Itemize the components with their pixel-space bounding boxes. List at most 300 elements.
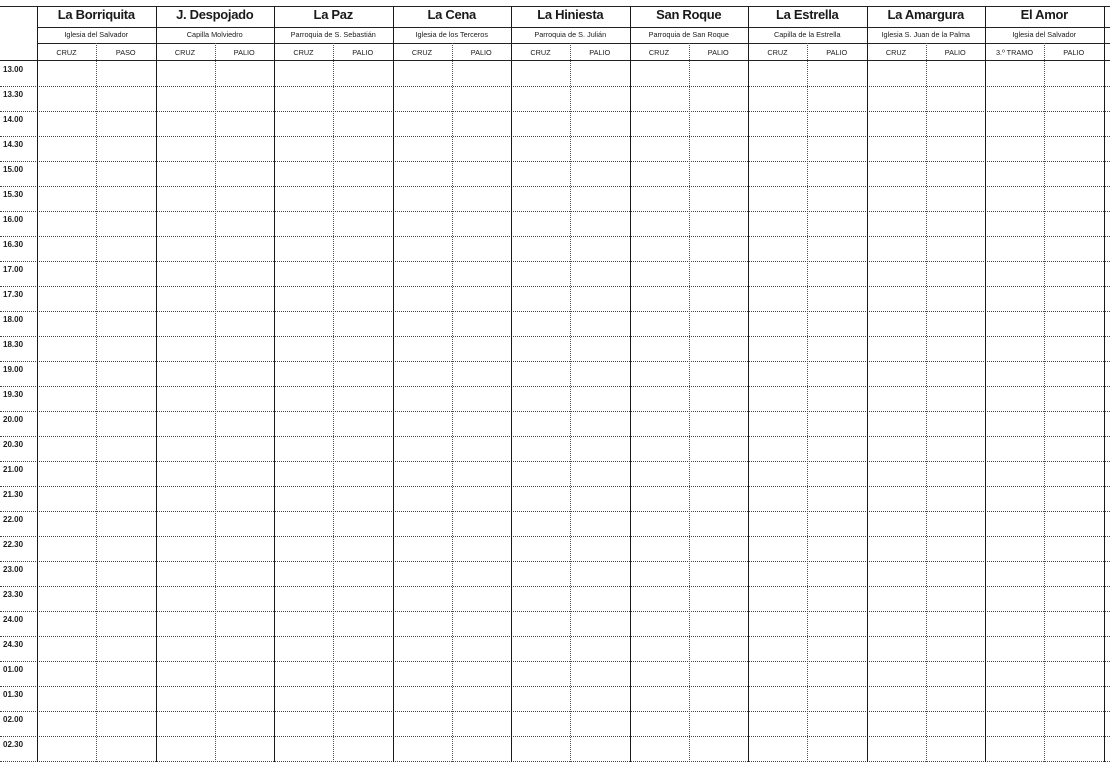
route-cell	[100, 390, 153, 412]
route-cell	[219, 515, 272, 537]
route-cell	[1048, 590, 1101, 612]
subcolumn-divider	[570, 43, 571, 762]
route-cell	[219, 215, 272, 237]
route-cell	[811, 740, 864, 762]
route-cell	[989, 490, 1042, 512]
subcolumn-header: PALIO	[589, 48, 611, 57]
route-cell	[278, 465, 331, 487]
route-cell	[456, 265, 509, 287]
route-cell	[337, 615, 390, 637]
route-cell	[515, 615, 568, 637]
route-cell	[989, 590, 1042, 612]
time-label: 02.00	[3, 715, 24, 724]
route-cell	[278, 565, 331, 587]
route-cell	[634, 415, 687, 437]
column-border	[156, 6, 157, 762]
route-cell	[515, 515, 568, 537]
route-cell	[634, 290, 687, 312]
route-cell	[811, 715, 864, 737]
column-border	[867, 6, 868, 762]
route-cell	[337, 415, 390, 437]
brotherhood-name: La Hiniesta	[537, 7, 604, 22]
route-cell	[752, 490, 805, 512]
subcolumn-header: 3.º TRAMO	[996, 48, 1033, 57]
column-border	[393, 6, 394, 762]
route-cell	[871, 690, 924, 712]
route-cell	[752, 265, 805, 287]
route-cell	[456, 465, 509, 487]
route-cell	[634, 490, 687, 512]
column-border	[1104, 6, 1105, 762]
route-cell	[871, 665, 924, 687]
route-cell	[930, 490, 983, 512]
route-cell	[456, 515, 509, 537]
subcolumn-header: CRUZ	[767, 48, 788, 57]
time-label: 23.00	[3, 565, 24, 574]
brotherhood-name: La Cena	[427, 7, 476, 22]
subcolumn-divider	[96, 43, 97, 762]
route-cell	[574, 465, 627, 487]
route-cell	[515, 690, 568, 712]
route-cell	[160, 390, 213, 412]
route-cell	[1048, 615, 1101, 637]
route-cell	[337, 665, 390, 687]
route-cell	[634, 590, 687, 612]
time-label: 20.30	[3, 440, 24, 449]
route-cell	[219, 340, 272, 362]
route-cell	[574, 715, 627, 737]
time-label: 02.30	[3, 740, 24, 749]
subcolumn-header: CRUZ	[174, 48, 196, 57]
route-cell	[100, 265, 153, 287]
route-cell	[337, 140, 390, 162]
route-cell	[41, 315, 94, 337]
route-cell	[871, 590, 924, 612]
route-cell	[574, 440, 627, 462]
subcolumn-header: PALIO	[826, 48, 848, 57]
route-cell	[278, 90, 331, 112]
route-cell	[100, 315, 153, 337]
route-cell	[811, 340, 864, 362]
route-cell	[337, 115, 390, 137]
route-cell	[337, 290, 390, 312]
route-cell	[811, 540, 864, 562]
time-label: 22.00	[3, 515, 24, 524]
route-cell	[634, 365, 687, 387]
route-cell	[871, 540, 924, 562]
route-cell	[1048, 540, 1101, 562]
route-cell	[278, 215, 331, 237]
route-cell	[337, 340, 390, 362]
church-name: Parroquia de S. Sebastián	[290, 30, 376, 39]
subcolumn-header: PALIO	[944, 48, 966, 57]
route-cell	[337, 540, 390, 562]
route-cell	[693, 515, 746, 537]
route-cell	[456, 290, 509, 312]
route-cell	[219, 315, 272, 337]
route-cell	[634, 390, 687, 412]
church-name: Parroquia de S. Julián	[534, 30, 607, 39]
route-cell	[871, 440, 924, 462]
subcolumn-divider	[333, 43, 334, 762]
route-cell	[456, 490, 509, 512]
route-cell	[574, 390, 627, 412]
route-cell	[930, 540, 983, 562]
time-label: 13.30	[3, 90, 24, 99]
route-cell	[397, 265, 450, 287]
route-cell	[278, 340, 331, 362]
time-label: 17.30	[3, 290, 24, 299]
route-cell	[574, 590, 627, 612]
route-cell	[693, 490, 746, 512]
column-border	[985, 6, 986, 762]
time-label: 19.30	[3, 390, 24, 399]
route-cell	[515, 440, 568, 462]
route-cell	[634, 565, 687, 587]
route-cell	[337, 165, 390, 187]
brotherhood-name: La Borriquita	[57, 7, 135, 22]
route-cell	[397, 465, 450, 487]
route-cell	[930, 690, 983, 712]
route-cell	[337, 315, 390, 337]
route-cell	[456, 415, 509, 437]
route-cell	[515, 490, 568, 512]
brotherhood-name: El Amor	[1020, 7, 1068, 22]
time-label: 24.30	[3, 640, 24, 649]
route-cell	[930, 715, 983, 737]
route-cell	[219, 540, 272, 562]
route-cell	[930, 440, 983, 462]
route-cell	[752, 415, 805, 437]
route-cell	[337, 640, 390, 662]
route-cell	[41, 240, 94, 262]
time-label: 17.00	[3, 265, 24, 274]
route-cell	[278, 165, 331, 187]
route-cell	[930, 590, 983, 612]
route-cell	[574, 265, 627, 287]
route-cell	[693, 465, 746, 487]
route-cell	[515, 265, 568, 287]
subcolumn-header: CRUZ	[530, 48, 551, 57]
route-cell	[397, 540, 450, 562]
route-cell	[515, 340, 568, 362]
route-cell	[278, 615, 331, 637]
subcolumn-header: PALIO	[1063, 48, 1085, 57]
route-cell	[871, 390, 924, 412]
route-cell	[1048, 640, 1101, 662]
route-cell	[278, 440, 331, 462]
column-border	[748, 6, 749, 762]
route-cell	[160, 490, 213, 512]
route-cell	[515, 540, 568, 562]
route-cell	[160, 415, 213, 437]
route-cell	[278, 290, 331, 312]
route-cell	[278, 365, 331, 387]
route-cell	[219, 190, 272, 212]
time-label: 22.30	[3, 540, 24, 549]
route-cell	[693, 640, 746, 662]
time-label: 20.00	[3, 415, 24, 424]
brotherhood-name: J. Despojado	[176, 7, 254, 22]
column-border	[630, 6, 631, 762]
subcolumn-header: CRUZ	[411, 48, 433, 57]
route-cell	[278, 265, 331, 287]
route-cell	[100, 415, 153, 437]
route-cell	[456, 365, 509, 387]
subcolumn-header: CRUZ	[648, 48, 670, 57]
brotherhood-name: La Estrella	[776, 7, 839, 22]
route-cell	[871, 640, 924, 662]
subcolumn-header: PALIO	[352, 48, 374, 57]
route-cell	[693, 440, 746, 462]
route-cell	[397, 215, 450, 237]
route-cell	[278, 315, 331, 337]
route-cell	[989, 565, 1042, 587]
church-name: Iglesia S. Juan de la Palma	[881, 30, 970, 39]
route-cell	[752, 365, 805, 387]
route-cell	[41, 215, 94, 237]
route-cell	[515, 640, 568, 662]
route-cell	[337, 390, 390, 412]
subcolumn-divider	[452, 43, 453, 762]
route-cell	[752, 540, 805, 562]
route-cell	[456, 340, 509, 362]
time-label: 19.00	[3, 365, 24, 374]
route-cell	[811, 515, 864, 537]
route-cell	[337, 590, 390, 612]
route-cell	[100, 240, 153, 262]
subcolumn-divider	[926, 43, 927, 762]
church-name: Iglesia de los Terceros	[415, 30, 488, 39]
time-label: 21.30	[3, 490, 24, 499]
route-cell	[456, 390, 509, 412]
route-cell	[278, 240, 331, 262]
route-cell	[515, 315, 568, 337]
route-cell	[515, 415, 568, 437]
route-cell	[989, 615, 1042, 637]
route-cell	[930, 515, 983, 537]
route-cell	[871, 615, 924, 637]
brotherhood-name: San Roque	[656, 7, 722, 22]
route-cell	[160, 165, 213, 187]
route-cell	[278, 390, 331, 412]
route-cell	[811, 365, 864, 387]
route-cell	[752, 590, 805, 612]
route-cell	[752, 615, 805, 637]
column-border	[274, 6, 275, 762]
time-label: 15.30	[3, 190, 24, 199]
route-cell	[752, 565, 805, 587]
route-cell	[693, 690, 746, 712]
route-cell	[752, 515, 805, 537]
church-name: Capilla Molviedro	[186, 30, 243, 39]
route-cell	[1048, 690, 1101, 712]
route-cell	[811, 415, 864, 437]
route-cell	[278, 65, 331, 87]
route-cell	[397, 565, 450, 587]
route-cell	[930, 615, 983, 637]
route-cell	[278, 515, 331, 537]
route-cell	[160, 240, 213, 262]
time-label: 15.00	[3, 165, 24, 174]
route-cell	[871, 415, 924, 437]
route-cell	[574, 215, 627, 237]
route-cell	[693, 415, 746, 437]
route-cell	[219, 415, 272, 437]
route-cell	[41, 265, 94, 287]
subcolumn-divider	[1044, 43, 1045, 762]
route-cell	[278, 190, 331, 212]
route-cell	[160, 290, 213, 312]
route-cell	[871, 490, 924, 512]
route-cell	[41, 290, 94, 312]
route-cell	[160, 515, 213, 537]
time-label: 14.00	[3, 115, 24, 124]
route-cell	[989, 465, 1042, 487]
route-cell	[337, 465, 390, 487]
route-cell	[337, 565, 390, 587]
route-cell	[41, 390, 94, 412]
route-cell	[693, 290, 746, 312]
route-cell	[397, 415, 450, 437]
route-cell	[397, 315, 450, 337]
time-label: 24.00	[3, 615, 24, 624]
route-cell	[634, 640, 687, 662]
route-cell	[278, 415, 331, 437]
route-cell	[160, 440, 213, 462]
subcolumn-header: CRUZ	[56, 48, 77, 57]
subcolumn-header: CRUZ	[885, 48, 907, 57]
route-cell	[160, 465, 213, 487]
route-cell	[337, 490, 390, 512]
route-cell	[752, 315, 805, 337]
route-cell	[752, 440, 805, 462]
route-cell	[693, 540, 746, 562]
route-cell	[989, 640, 1042, 662]
route-cell	[574, 415, 627, 437]
route-cell	[693, 365, 746, 387]
route-cell	[41, 340, 94, 362]
route-cell	[219, 440, 272, 462]
time-label: 21.00	[3, 465, 24, 474]
route-cell	[160, 365, 213, 387]
route-cell	[219, 565, 272, 587]
route-cell	[278, 590, 331, 612]
route-cell	[456, 240, 509, 262]
route-cell	[634, 615, 687, 637]
route-cell	[574, 640, 627, 662]
column-border	[37, 6, 38, 762]
subcolumn-divider	[807, 43, 808, 762]
subcolumn-divider	[215, 43, 216, 762]
route-cell	[41, 190, 94, 212]
route-cell	[574, 490, 627, 512]
route-cell	[456, 540, 509, 562]
route-cell	[811, 590, 864, 612]
route-cell	[574, 315, 627, 337]
route-cell	[634, 315, 687, 337]
route-cell	[278, 115, 331, 137]
route-cell	[397, 390, 450, 412]
route-cell	[811, 690, 864, 712]
route-cell	[1048, 490, 1101, 512]
route-cell	[693, 390, 746, 412]
subcolumn-divider	[689, 43, 690, 762]
route-cell	[930, 640, 983, 662]
route-cell	[515, 465, 568, 487]
route-cell	[160, 340, 213, 362]
route-cell	[278, 490, 331, 512]
route-cell	[397, 365, 450, 387]
route-cell	[100, 290, 153, 312]
route-cell	[219, 265, 272, 287]
route-cell	[693, 315, 746, 337]
time-label: 23.30	[3, 590, 24, 599]
time-label: 16.30	[3, 240, 24, 249]
route-cell	[515, 240, 568, 262]
route-cell	[574, 565, 627, 587]
route-cell	[811, 465, 864, 487]
route-cell	[456, 565, 509, 587]
route-cell	[41, 365, 94, 387]
route-cell	[337, 190, 390, 212]
route-cell	[278, 640, 331, 662]
route-cell	[397, 440, 450, 462]
route-cell	[574, 515, 627, 537]
route-cell	[752, 340, 805, 362]
time-label: 14.30	[3, 140, 24, 149]
route-cell	[515, 590, 568, 612]
time-label: 01.00	[3, 665, 24, 674]
route-cell	[219, 490, 272, 512]
subcolumn-header: CRUZ	[293, 48, 314, 57]
route-cell	[160, 215, 213, 237]
route-cell	[811, 665, 864, 687]
time-column	[0, 0, 36, 768]
route-cell	[574, 615, 627, 637]
route-cell	[278, 540, 331, 562]
time-label: 18.00	[3, 315, 24, 324]
route-cell	[397, 515, 450, 537]
route-cell	[219, 240, 272, 262]
route-cell	[574, 290, 627, 312]
route-cell	[752, 465, 805, 487]
route-cell	[1048, 565, 1101, 587]
route-cell	[397, 490, 450, 512]
route-cell	[574, 340, 627, 362]
route-cell	[1048, 515, 1101, 537]
route-cell	[278, 140, 331, 162]
route-cell	[397, 340, 450, 362]
route-cell	[574, 240, 627, 262]
route-cell	[337, 365, 390, 387]
route-cell	[989, 665, 1042, 687]
route-cell	[456, 440, 509, 462]
subcolumn-header: PALIO	[707, 48, 729, 57]
route-cell	[337, 215, 390, 237]
route-cell	[515, 165, 568, 187]
route-cell	[41, 165, 94, 187]
route-cell	[989, 515, 1042, 537]
route-cell	[100, 190, 153, 212]
route-cell	[634, 340, 687, 362]
time-label: 01.30	[3, 690, 24, 699]
column-border	[511, 6, 512, 762]
route-cell	[752, 290, 805, 312]
route-cell	[337, 265, 390, 287]
route-cell	[100, 340, 153, 362]
subcolumn-header: PALIO	[470, 48, 492, 57]
